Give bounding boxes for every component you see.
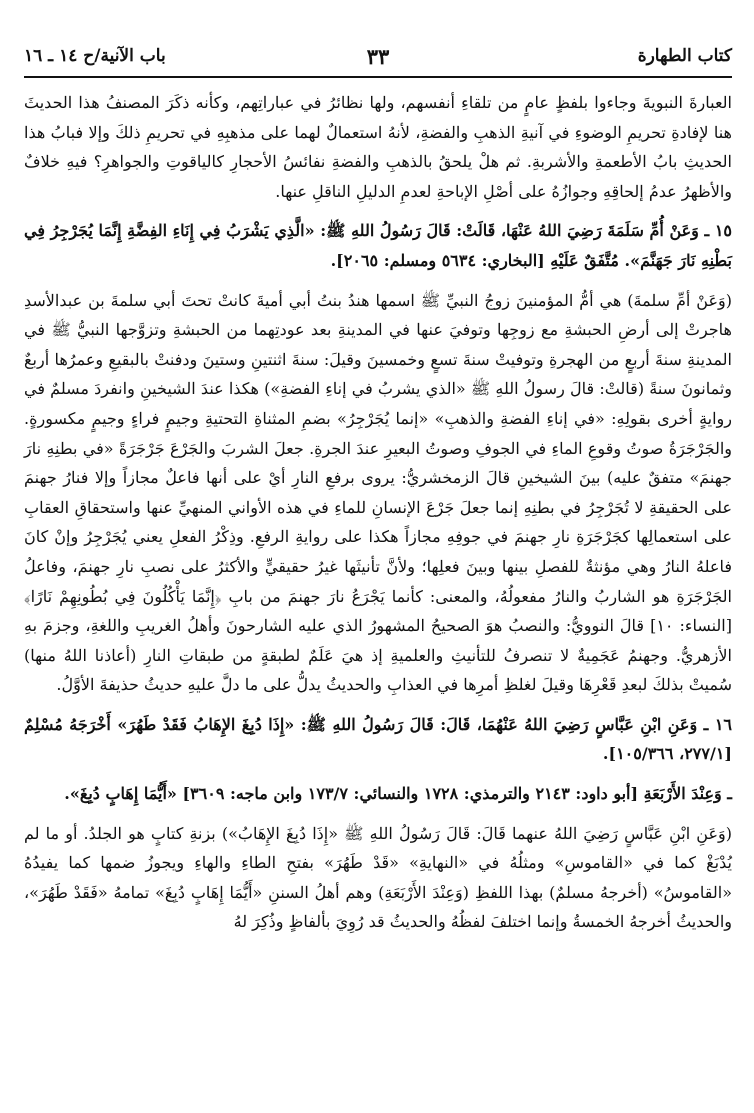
chapter-title: باب الآنية/ح ١٤ ـ ١٦ xyxy=(24,46,166,66)
page-number: ٣٣ xyxy=(366,44,390,69)
page-body xyxy=(24,88,732,937)
page-header xyxy=(24,46,732,72)
hadith-16: ١٦ ـ وَعَنِ ابْنِ عَبَّاسٍ رَضِيَ اللهُ عَنْهُمَا، قَالَ: قَالَ رَسُولُ اللهِ ﷺ: «إِذَا دُبِغَ الإِهَابُ فَقَدْ طَهُرَ» أَخْرَجَهُ مُسْلِمٌ [٢٧٧/١، ١٠٥/٣٦٦]. xyxy=(24,714,732,764)
hadith-15: ١٥ ـ وَعَنْ أُمِّ سَلَمَةَ رَضِيَ اللهُ عَنْهَا، قَالَتْ: قَالَ رَسُولُ اللهِ ﷺ: «الَّذِي يَشْرَبُ فِي إِنَاءِ الفِضَّةِ إِنَّمَا يُجَرْجِرُ فِي بَطْنِهِ نَارَ جَهَنَّمَ». مُتَّفَقٌ عَلَيْهِ [البخاري: ٥٦٣٤ ومسلم: ٢٠٦٥]. xyxy=(24,221,732,270)
book-title: كتاب الطهارة xyxy=(637,46,732,66)
commentary-paragraph: (وَعَنْ أمِّ سلمةَ) هي أمُّ المؤمنينَ زوجُ النبيِّ ﷺ اسمها هندُ بنتُ أبي أميةَ كانتْ تحتَ أبي سلمةَ بن عبدالأسدِ هاجرتْ إلى أرضِ الحبشةِ مع زوجِها وتوفيَ عنها في المدينةِ بعد عودتِهما من الحبشةِ وتزوَّجها النبيُّ ﷺ في المدينةِ سنةَ أربعٍ من الهجرةِ وتوفيتْ سنةَ تسعٍ وخمسينَ وقيلَ: سنةَ اثنتينِ وستينَ ودفنتْ بالبقيعِ وعمرُها أربعٌ وثمانونَ سنةً (قالتْ: قالَ رسولُ اللهِ ﷺ «الذي يشربُ في إناءِ الفضةِ») هكذا عندَ الشيخينِ وانفردَ مسلمٌ في روايةٍ أخرى بقولِهِ: «في إناءِ الفضةِ والذهبِ» «إنما يُجَرْجِرُ» بضمِ المثناةِ التحتيةِ وجيمٍ فراءٍ وجيمٍ مكسورةٍ. والجَرْجَرَةُ صوتُ وقوعِ الماءِ في الجوفِ وصوتُ البعيرِ عندَ الجرةِ. جعلَ الشربَ والجَرْعَ جَرْجَرَةً «في بطنِهِ نارَ جهنمَ» متفقٌ عليه) بينَ الشيخينِ قالَ الزمخشريُّ: يروى برفعِ النارِ أيْ على أنها فاعلٌ مجازاً وإلا فنارُ جهنمَ على الحقيقةِ لا تُجَرْجِرُ في بطنِهِ إنما جعلَ جَرْعَ الإنسانِ للماءِ في هذه الأواني المنهيِّ عنها واستحقاقِ العقابِ على استعمالِها كجَرْجَرَةِ نارِ جهنمَ في جوفِهِ مجازاً هكذا على روايةِ الرفعِ. وذِكْرُ الفعلِ يعني يُجَرْجِرُ وإنْ كانَ فاعلهُ النارُ وهي مؤنثةٌ للفصلِ بينها وبينَ فعلِها؛ ولأنَّ تأنيثَها غيرُ حقيقيٍّ والأكثرُ على نصبِ نارِ جهنمَ، وفاعلُ الجَرْجَرَةِ هو الشاربُ والنارُ مفعولُهُ، والمعنى: كأنما يَجْرَعُ نارَ جهنمَ من بابِ ﴿إِنَّمَا يَأْكُلُونَ فِي بُطُونِهِمْ نَارًا﴾ [النساء: ١٠] قالَ النوويُّ: والنصبُ هوَ الصحيحُ المشهورُ الذي عليه الشارحونَ وأهلُ الغريبِ واللغةِ، وجزمَ بهِ الأزهريُّ. وجهنمُ عَجَمِيةٌ لا تنصرفُ للتأنيثِ والعلميةِ إذ هيَ عَلَمٌ لطبقةٍ من طبقاتِ النارِ (أعاذنا اللهُ منها) سُميتْ بذلكَ لبعدِ قَعْرِهَا وقيلَ لغلظِ أمرِها في العذابِ والحديثُ يدلُّ على ما دلَّ عليهِ حديثُ حذيفةَ الأوَّلُ. xyxy=(24,290,732,695)
commentary-paragraph: العبارةَ النبويةَ وجاءوا بلفظٍ عامٍ من تلقاءِ أنفسهم، ولها نظائرُ في عباراتِهم، وكأنه ذكَرَ المصنفُ هذا الحديثَ هنا لإفادةِ تحريمِ الوضوءِ في آنيةِ الذهبِ والفضةِ، لأنهُ استعمالٌ لهما على مذهبِهِ في تحريمِ ذلكَ وإلا فبابُ هذا الحديثِ بابُ الأطعمةِ والأشربةِ. ثم هلْ يلحقُ بالذهبِ والفضةِ نفائسُ الأحجارِ كالياقوتِ والجواهرِ؟ فيهِ خلافٌ والأظهرُ عدمُ إلحاقِهِ وجوازُهُ على أصْلِ الإباحةِ لعدمِ الدليلِ الناقلِ عنها. xyxy=(24,93,732,201)
header-divider xyxy=(24,76,732,78)
hadith-16-variant: ـ وَعِنْدَ الأَرْبَعَةِ [أبو داود: ٢١٤٣ والترمذي: ١٧٢٨ والنسائي: ١٧٣/٧ وابن ماجه: ٣٦٠٩] «أَيُّمَا إِهَابٍ دُبِغَ». xyxy=(64,784,732,804)
commentary-paragraph: (وَعَنِ ابْنِ عَبَّاسٍ رَضِيَ اللهُ عنهما قَالَ: قَالَ رَسُولُ اللهِ ﷺ «إِذَا دُبِغَ الإِهَابُ») بزنةِ كتابٍ هو الجلدُ. أو ما لم يُدْبَغْ كما في «القاموسِ» ومثلُهُ في «النهايةِ» «قَدْ طَهُرَ» بفتحِ الطاءِ والهاءِ ويجوزُ ضمها كما يفيدُهُ «القاموسُ» (أخرجهُ مسلمٌ) بهذا اللفظِ (وَعِنْدَ الأَرْبَعَةِ) وهم أهلُ السننِ «أَيُّمَا إِهَابٍ دُبِغَ» تمامهُ «فَقَدْ طَهُرَ»، والحديثُ أخرجهُ الخمسةُ وإنما اختلفَ لفظُهُ والحديثُ قد رُوِيَ بألفاظٍ وذُكِرَ لهُ xyxy=(24,823,732,932)
